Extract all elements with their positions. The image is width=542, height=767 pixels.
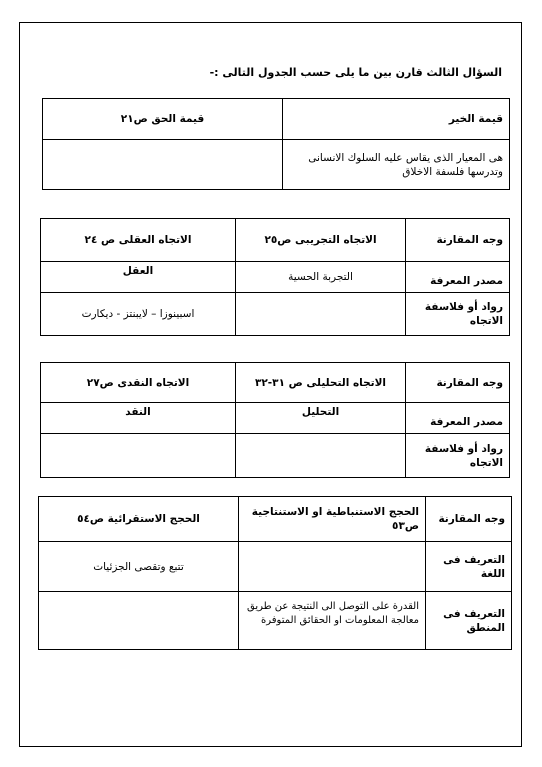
header-deductive: الحجج الاستنباطية او الاستنتاجية ص٥٣ [239, 497, 426, 542]
empirical-rational-table [40, 218, 510, 336]
critical-source: النقد [41, 403, 236, 434]
row-label-source: مصدر المعرفة [406, 403, 510, 434]
analytical-pioneers [236, 434, 406, 478]
row-label-logical: التعريف فى المنطق [426, 592, 512, 650]
deductive-logical: القدرة على التوصل الى النتيجة عن طريق معالجة المعلومات او الحقائق المتوفرة [239, 592, 426, 650]
empirical-pioneers [236, 293, 406, 336]
header-inductive: الحجج الاستقرائية ص٥٤ [39, 497, 239, 542]
header-comparison: وجه المقارنة [426, 497, 512, 542]
inductive-linguistic: تتبع وتقصى الجزئيات [39, 542, 239, 592]
critical-pioneers [41, 434, 236, 478]
row-label-pioneers: رواد أو فلاسفة الاتجاه [406, 293, 510, 336]
header-comparison: وجه المقارنة [406, 363, 510, 403]
empirical-source: التجربة الحسية [236, 262, 406, 293]
good-value-definition: هى المعيار الذى يقاس عليه السلوك الانسانى وتدرسها فلسفة الاخلاق [283, 140, 510, 190]
header-comparison: وجه المقارنة [406, 219, 510, 262]
analytical-source: التحليل [236, 403, 406, 434]
header-rational: الاتجاه العقلى ص ٢٤ [41, 219, 236, 262]
values-table [42, 98, 510, 190]
row-label-linguistic: التعريف فى اللغة [426, 542, 512, 592]
header-empirical: الاتجاه التجريبى ص٢٥ [236, 219, 406, 262]
rational-source: العقل [41, 262, 236, 293]
deductive-linguistic [239, 542, 426, 592]
header-analytical: الاتجاه التحليلى ص ٣١-٣٢ [236, 363, 406, 403]
header-good-value: قيمة الخير [283, 99, 510, 140]
truth-value-definition [43, 140, 283, 190]
header-truth-value: قيمة الحق ص٢١ [43, 99, 283, 140]
rational-pioneers: اسبينوزا – لايبنتز - ديكارت [41, 293, 236, 336]
analytical-critical-table [40, 362, 510, 478]
arguments-table [38, 496, 512, 650]
header-critical: الاتجاه النقدى ص٢٧ [41, 363, 236, 403]
question-title: السؤال الثالث قارن بين ما يلى حسب الجدول التالى :- [209, 66, 502, 79]
row-label-source: مصدر المعرفة [406, 262, 510, 293]
inductive-logical [39, 592, 239, 650]
row-label-pioneers: رواد أو فلاسفة الاتجاه [406, 434, 510, 478]
